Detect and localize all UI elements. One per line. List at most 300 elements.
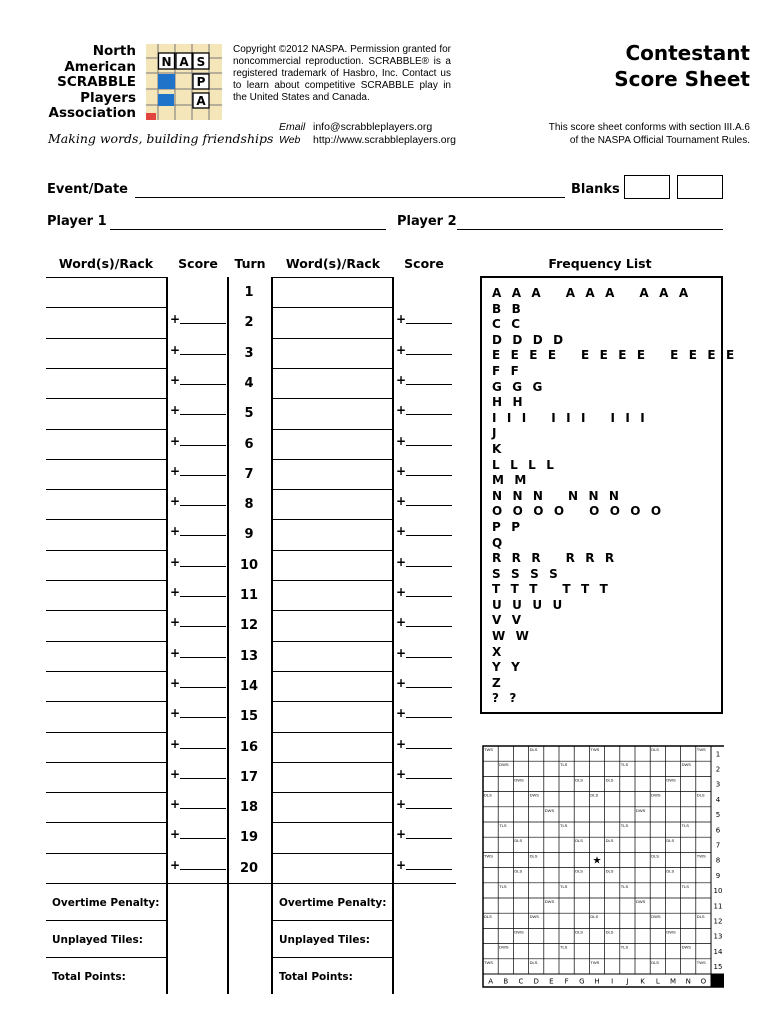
table-row-divider <box>273 701 392 702</box>
frequency-row: G G G <box>492 379 546 394</box>
plus-sign: + <box>396 857 407 872</box>
table-row-divider <box>394 883 456 884</box>
table-row-divider <box>273 610 392 611</box>
player1-line[interactable] <box>110 229 386 230</box>
premium-square-label: DLS <box>514 868 523 874</box>
web-label: Web <box>279 134 301 146</box>
logo-tile-letter: A <box>179 55 189 69</box>
table-row-divider <box>46 307 166 308</box>
plus-sign: + <box>396 433 407 448</box>
board-column-label: A <box>488 977 493 986</box>
score-entry-line[interactable] <box>180 626 226 627</box>
plus-sign: + <box>396 827 407 842</box>
table-row-divider <box>273 338 392 339</box>
frequency-row: D D D D <box>492 332 567 347</box>
frequency-row: Z <box>492 675 504 690</box>
frequency-row: J <box>492 426 500 441</box>
turn-number: 18 <box>239 800 259 816</box>
premium-square-label: DLS <box>575 777 583 783</box>
table-row-divider <box>46 853 166 854</box>
score-entry-line[interactable] <box>180 869 226 870</box>
frequency-row: I I I I I I I I I <box>492 410 648 425</box>
table-row-divider <box>46 550 166 551</box>
premium-square-label: TLS <box>620 823 629 828</box>
score-entry-line[interactable] <box>406 748 452 749</box>
table-row-divider <box>273 762 392 763</box>
table-row-divider <box>273 883 392 884</box>
premium-square-label: TLS <box>499 883 507 889</box>
table-row-divider <box>46 368 166 369</box>
premium-square-label: DLS <box>529 747 538 752</box>
col-header-words2: Word(s)/Rack <box>285 256 381 271</box>
table-row-divider <box>46 762 166 763</box>
plus-sign: + <box>170 827 181 842</box>
plus-sign: + <box>396 736 407 751</box>
plus-sign: + <box>396 494 407 509</box>
board-row-label: 2 <box>715 765 721 774</box>
board-row-label: 10 <box>713 887 723 896</box>
score-entry-line[interactable] <box>406 838 452 839</box>
premium-square-label: DWS <box>636 899 646 904</box>
score-entry-line[interactable] <box>406 717 452 718</box>
frequency-row: C C <box>492 317 524 332</box>
tagline: Making words, building friendships <box>48 131 274 146</box>
org-line: American <box>64 58 136 75</box>
table-row-divider <box>46 429 166 430</box>
plus-sign: + <box>170 645 181 660</box>
frequency-row: N N N N N N <box>492 488 623 503</box>
score-entry-line[interactable] <box>180 657 226 658</box>
turn-number: 8 <box>244 497 254 513</box>
plus-sign: + <box>396 372 407 387</box>
premium-square-label: TLS <box>499 823 507 828</box>
turn-number: 4 <box>244 375 254 391</box>
premium-square-label: DLS <box>590 914 599 920</box>
premium-square-label: DWS <box>499 944 509 950</box>
board-row-label: 7 <box>715 841 721 850</box>
table-row-divider <box>273 732 392 733</box>
turn-number: 2 <box>244 315 254 331</box>
board-row-label: 13 <box>713 932 723 941</box>
plus-sign: + <box>170 312 181 327</box>
score-entry-line[interactable] <box>406 354 452 355</box>
premium-square-label: DWS <box>666 929 676 935</box>
table-row-divider <box>273 307 392 308</box>
board-column-label: E <box>549 977 554 986</box>
col-header-turn: Turn <box>234 256 266 271</box>
board-row-label: 15 <box>713 963 723 972</box>
premium-square-label: DLS <box>575 929 583 935</box>
score-entry-line[interactable] <box>406 657 452 658</box>
plus-sign: + <box>170 494 181 509</box>
plus-sign: + <box>396 615 407 630</box>
plus-sign: + <box>170 372 181 387</box>
naspa-logo <box>144 44 224 122</box>
premium-square-label: TLS <box>560 823 568 828</box>
frequency-row: F F <box>492 363 522 378</box>
footer-label: Total Points: <box>279 971 353 983</box>
player1-label: Player 1 <box>47 214 107 229</box>
premium-square-label: TWS <box>590 747 600 752</box>
col-header-score1: Score <box>178 256 218 271</box>
premium-square-label: DWS <box>666 777 676 783</box>
org-line: North <box>92 43 136 59</box>
premium-square-label: DWS <box>499 762 509 768</box>
conform-line: This score sheet conforms with section III.A.6 <box>548 122 750 133</box>
turn-number: 7 <box>244 466 254 482</box>
table-row-divider <box>46 920 166 921</box>
premium-square-label: DLS <box>651 853 659 859</box>
plus-sign: + <box>170 675 181 690</box>
table-row-divider <box>46 398 166 399</box>
logo-tile-letter: A <box>196 94 206 108</box>
table-row-divider <box>46 792 166 793</box>
board-row-label: 3 <box>715 780 721 789</box>
board-row-label: 5 <box>715 811 721 820</box>
premium-square-label: DWS <box>544 807 555 813</box>
plus-sign: + <box>396 554 407 569</box>
score-entry-line[interactable] <box>406 869 452 870</box>
plus-sign: + <box>396 524 407 539</box>
premium-square-label: DWS <box>636 807 646 813</box>
premium-square-label: TLS <box>681 883 689 889</box>
premium-square-label: DLS <box>529 959 538 965</box>
plus-sign: + <box>396 766 407 781</box>
score-entry-line[interactable] <box>406 414 452 415</box>
score-entry-line[interactable] <box>180 505 226 506</box>
title-line: Contestant <box>625 41 750 65</box>
table-row-divider <box>273 853 392 854</box>
frequency-row: Y Y <box>492 660 523 675</box>
premium-square-label: TWS <box>484 959 493 965</box>
premium-square-label: TWS <box>696 959 706 965</box>
plus-sign: + <box>396 645 407 660</box>
score-entry-line[interactable] <box>406 535 452 536</box>
premium-square-label: DWS <box>681 944 691 950</box>
score-entry-line[interactable] <box>406 475 452 476</box>
frequency-row: M M <box>492 473 530 488</box>
board-column-label: G <box>579 977 585 986</box>
score-entry-line[interactable] <box>406 505 452 506</box>
player2-label: Player 2 <box>397 214 457 229</box>
table-row-divider <box>46 701 166 702</box>
logo-tile-letter: N <box>161 55 172 69</box>
table-row-divider <box>46 732 166 733</box>
table-row-divider <box>273 957 392 958</box>
board-column-label: L <box>655 977 660 986</box>
board-row-label: 1 <box>715 750 721 759</box>
table-row-divider <box>273 368 392 369</box>
plus-sign: + <box>170 615 181 630</box>
plus-sign: + <box>396 312 407 327</box>
table-row-divider <box>46 883 166 884</box>
blank-box-2[interactable] <box>677 175 723 199</box>
premium-square-label: DLS <box>514 838 523 844</box>
frequency-row: P P <box>492 519 524 534</box>
board-column-label: I <box>611 977 614 986</box>
premium-square-label: DWS <box>529 792 539 798</box>
table-row-divider <box>46 580 166 581</box>
table-row-divider <box>273 792 392 793</box>
premium-square-label: TLS <box>560 883 568 889</box>
premium-square-label: DLS <box>605 838 614 844</box>
player2-line[interactable] <box>457 229 723 230</box>
turn-number: 14 <box>239 678 259 694</box>
table-column-divider <box>166 277 168 994</box>
frequency-row: K <box>492 441 505 456</box>
board-column-label: J <box>626 977 629 986</box>
table-row-divider <box>46 277 166 278</box>
plus-sign: + <box>170 524 181 539</box>
frequency-row: S S S S <box>492 566 561 581</box>
table-row-divider <box>273 671 392 672</box>
table-row-divider <box>273 519 392 520</box>
event-date-line[interactable] <box>135 197 565 198</box>
table-row-divider <box>46 610 166 611</box>
premium-square-label: DLS <box>666 868 675 874</box>
premium-square-label: TLS <box>620 762 629 768</box>
premium-square-label: DLS <box>605 929 614 935</box>
score-entry-line[interactable] <box>406 626 452 627</box>
email-label: Email <box>279 121 306 133</box>
turn-number: 9 <box>244 527 254 543</box>
turn-number: 19 <box>239 830 259 846</box>
score-entry-line[interactable] <box>180 384 226 385</box>
score-entry-line[interactable] <box>406 596 452 597</box>
turn-number: 20 <box>239 860 259 876</box>
plus-sign: + <box>170 766 181 781</box>
table-row-divider <box>273 580 392 581</box>
plus-sign: + <box>170 463 181 478</box>
table-column-divider <box>392 277 394 994</box>
score-entry-line[interactable] <box>180 717 226 718</box>
turn-number: 10 <box>239 557 259 573</box>
plus-sign: + <box>396 463 407 478</box>
scrabble-board <box>481 744 724 995</box>
board-row-label: 6 <box>715 826 721 835</box>
board-corner <box>711 974 724 987</box>
contact-info <box>279 121 456 147</box>
turn-number: 15 <box>239 709 259 725</box>
plus-sign: + <box>396 797 407 812</box>
score-entry-line[interactable] <box>180 535 226 536</box>
table-row-divider <box>273 398 392 399</box>
score-entry-line[interactable] <box>406 778 452 779</box>
email-link[interactable]: info@scrabbleplayers.org <box>313 121 433 133</box>
table-row-divider <box>273 822 392 823</box>
turn-number: 3 <box>244 345 254 361</box>
footer-label: Total Points: <box>52 971 126 983</box>
frequency-row: A A A A A A A A A <box>492 286 692 300</box>
plus-sign: + <box>396 403 407 418</box>
turn-number: 12 <box>239 618 259 634</box>
frequency-list <box>480 276 738 714</box>
premium-square-label: DWS <box>514 777 524 783</box>
plus-sign: + <box>170 433 181 448</box>
footer-label: Unplayed Tiles: <box>279 934 370 946</box>
col-header-score2: Score <box>404 256 444 271</box>
premium-square-label: DWS <box>651 792 661 798</box>
score-entry-line[interactable] <box>180 748 226 749</box>
premium-square-label: DLS <box>590 792 599 798</box>
turn-number: 5 <box>244 406 254 422</box>
frequency-row: R R R R R R <box>492 551 618 566</box>
board-column-label: H <box>594 977 600 986</box>
table-row-divider <box>46 957 166 958</box>
turn-number: 16 <box>239 739 259 755</box>
board-row-label: 11 <box>713 902 723 911</box>
title-line: Score Sheet <box>614 67 750 91</box>
logo-tile-letter: S <box>196 55 206 69</box>
table-row-divider <box>46 338 166 339</box>
score-entry-line[interactable] <box>180 445 226 446</box>
footer-label: Overtime Penalty: <box>279 897 387 909</box>
score-entry-line[interactable] <box>180 838 226 839</box>
table-row-divider <box>46 641 166 642</box>
plus-sign: + <box>170 585 181 599</box>
board-row-label: 12 <box>713 917 723 926</box>
plus-sign: + <box>170 797 181 812</box>
blank-box-1[interactable] <box>624 175 670 199</box>
premium-square-label: DWS <box>529 914 539 920</box>
footer-label: Unplayed Tiles: <box>52 934 143 946</box>
board-column-label: F <box>564 977 569 986</box>
score-entry-line[interactable] <box>406 445 452 446</box>
premium-square-label: TWS <box>484 853 493 859</box>
score-entry-line[interactable] <box>180 808 226 809</box>
copyright-notice: Copyright ©2012 NASPA. Permission granted for noncommercial reproduction. SCRABBLE® is a registered trademark of Hasbro, Inc. Contact us to learn about competitive SCRABBLE play in the United States and Canada. <box>233 44 451 103</box>
sheet-title <box>614 40 750 92</box>
table-row-divider <box>273 489 392 490</box>
score-entry-line[interactable] <box>406 323 452 324</box>
premium-square-label: DLS <box>651 959 659 965</box>
plus-sign: + <box>170 706 181 721</box>
turn-number: 13 <box>239 648 259 664</box>
premium-square-label: TLS <box>681 823 689 828</box>
score-entry-line[interactable] <box>180 475 226 476</box>
event-date-label: Event/Date <box>47 182 128 197</box>
board-column-label: B <box>503 977 509 986</box>
premium-square-label: DWS <box>514 929 524 935</box>
premium-square-label: TLS <box>560 762 568 768</box>
premium-square-label: TWS <box>590 959 600 965</box>
premium-square-label: DWS <box>681 762 691 768</box>
org-line: Players <box>80 89 136 106</box>
plus-sign: + <box>396 585 407 599</box>
premium-square-label: DLS <box>666 838 675 844</box>
score-entry-line[interactable] <box>180 566 226 567</box>
turn-number: 1 <box>244 285 254 300</box>
conformance-note <box>549 121 750 147</box>
board-row-label: 9 <box>715 871 721 880</box>
board-row-label: 8 <box>715 856 721 865</box>
blanks-label: Blanks <box>571 182 620 197</box>
table-row-divider <box>273 550 392 551</box>
score-entry-line[interactable] <box>180 354 226 355</box>
board-column-label: O <box>700 977 707 986</box>
score-entry-line[interactable] <box>180 687 226 688</box>
plus-sign: + <box>396 675 407 690</box>
turn-number: 6 <box>244 436 254 452</box>
organization-name <box>16 44 136 122</box>
frequency-row: X <box>492 644 505 659</box>
plus-sign: + <box>170 857 181 872</box>
board-column-label: D <box>533 977 539 986</box>
table-row-divider <box>46 822 166 823</box>
web-link[interactable]: http://www.scrabbleplayers.org <box>313 134 456 146</box>
frequency-row: H H <box>492 395 526 410</box>
frequency-row: U U U U <box>492 597 566 612</box>
score-entry-line[interactable] <box>180 596 226 597</box>
board-row-label: 4 <box>715 795 721 804</box>
frequency-row: Q <box>492 535 506 550</box>
col-header-words1: Word(s)/Rack <box>58 256 154 271</box>
premium-square-label: DLS <box>696 792 705 798</box>
premium-square-label: DLS <box>484 792 492 798</box>
frequency-list-title: Frequency List <box>548 256 652 271</box>
frequency-row: ? ? <box>492 691 520 706</box>
turn-number: 17 <box>239 769 259 785</box>
premium-square-label: DWS <box>651 914 661 920</box>
score-entry-line[interactable] <box>406 687 452 688</box>
plus-sign: + <box>170 554 181 569</box>
plus-sign: + <box>396 342 407 357</box>
plus-sign: + <box>396 706 407 721</box>
conform-line: of the NASPA Official Tournament Rules. <box>569 135 750 146</box>
premium-square-label: DLS <box>605 777 614 783</box>
table-row-divider <box>273 459 392 460</box>
score-entry-line[interactable] <box>406 384 452 385</box>
frequency-row: E E E E E E E E E E E E <box>492 348 738 363</box>
table-row-divider <box>46 519 166 520</box>
board-column-label: M <box>669 977 677 986</box>
board-column-label: N <box>685 977 691 986</box>
frequency-row: B B <box>492 301 524 316</box>
score-entry-line[interactable] <box>406 566 452 567</box>
score-entry-line[interactable] <box>180 323 226 324</box>
logo-tile-letter: P <box>196 75 206 89</box>
plus-sign: + <box>170 342 181 357</box>
table-row-divider <box>273 641 392 642</box>
footer-label: Overtime Penalty: <box>52 897 160 909</box>
premium-square-label: DLS <box>484 914 492 920</box>
premium-square-label: DLS <box>605 868 614 874</box>
premium-square-label: TWS <box>696 853 706 859</box>
table-row-divider <box>273 277 392 278</box>
score-entry-line[interactable] <box>180 414 226 415</box>
premium-square-label: TLS <box>620 944 629 950</box>
score-entry-line[interactable] <box>406 808 452 809</box>
table-row-divider <box>166 883 227 884</box>
table-row-divider <box>46 489 166 490</box>
frequency-row: W W <box>492 629 533 644</box>
table-row-divider <box>229 883 271 884</box>
org-line: SCRABBLE <box>57 74 136 90</box>
score-entry-line[interactable] <box>180 778 226 779</box>
org-line: Association <box>48 105 136 121</box>
table-row-divider <box>46 459 166 460</box>
frequency-row: V V <box>492 613 525 628</box>
frequency-row: T T T T T T <box>492 582 611 597</box>
frequency-row: L L L L <box>492 457 557 472</box>
premium-square-label: DLS <box>696 914 705 920</box>
table-row-divider <box>46 671 166 672</box>
premium-square-label: TLS <box>560 944 568 950</box>
board-row-label: 14 <box>713 947 723 956</box>
frequency-row: O O O O O O O O <box>492 504 665 519</box>
premium-square-label: DLS <box>575 838 583 844</box>
turn-number: 11 <box>239 588 259 603</box>
